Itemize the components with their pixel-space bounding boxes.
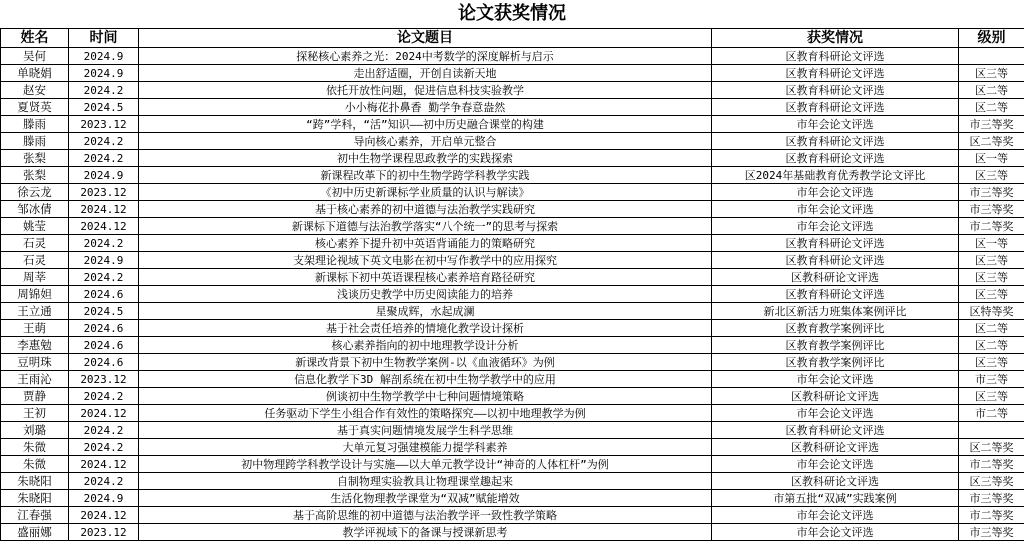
table-row bbox=[1, 235, 1024, 252]
cell-paper-title: 走出舒适圈，开创自读新天地 bbox=[139, 65, 712, 82]
table-row bbox=[1, 218, 1024, 235]
cell-name: 夏贤英 bbox=[1, 99, 69, 116]
cell-paper-title: 例谈初中生物学教学中七种问题情境策略 bbox=[139, 388, 712, 405]
cell-name: 贾静 bbox=[1, 388, 69, 405]
awards-table bbox=[0, 28, 1024, 541]
cell-award: 市年会论文评选 bbox=[712, 218, 959, 235]
table-row bbox=[1, 167, 1024, 184]
cell-name: 石灵 bbox=[1, 235, 69, 252]
cell-time: 2023.12 bbox=[69, 184, 139, 201]
table-row bbox=[1, 456, 1024, 473]
cell-time: 2024.2 bbox=[69, 235, 139, 252]
cell-level bbox=[959, 48, 1024, 65]
cell-name: 王立通 bbox=[1, 303, 69, 320]
cell-level: 区三等 bbox=[959, 167, 1024, 184]
table-row bbox=[1, 150, 1024, 167]
table-row bbox=[1, 116, 1024, 133]
cell-level: 区二等 bbox=[959, 82, 1024, 99]
cell-award: 市年会论文评选 bbox=[712, 524, 959, 541]
cell-paper-title: 基于真实问题情境发展学生科学思维 bbox=[139, 422, 712, 439]
cell-name: 朱微 bbox=[1, 439, 69, 456]
cell-award: 区教育科研论文评选 bbox=[712, 82, 959, 99]
cell-award: 区教育教学案例评比 bbox=[712, 337, 959, 354]
cell-level: 市三等奖 bbox=[959, 490, 1024, 507]
cell-paper-title: 基于社会责任培养的情境化教学设计探析 bbox=[139, 320, 712, 337]
cell-name: 张梨 bbox=[1, 167, 69, 184]
table-row bbox=[1, 371, 1024, 388]
table-row bbox=[1, 388, 1024, 405]
cell-award: 区教育教学案例评比 bbox=[712, 320, 959, 337]
cell-name: 豆明珠 bbox=[1, 354, 69, 371]
table-row bbox=[1, 65, 1024, 82]
table-row bbox=[1, 490, 1024, 507]
cell-time: 2024.6 bbox=[69, 286, 139, 303]
cell-paper-title: “跨”学科，“活”知识——初中历史融合课堂的构建 bbox=[139, 116, 712, 133]
cell-time: 2024.12 bbox=[69, 405, 139, 422]
cell-paper-title: 自制物理实验教具让物理课堂趣起来 bbox=[139, 473, 712, 490]
cell-award: 区教育科研论文评选 bbox=[712, 99, 959, 116]
cell-name: 朱微 bbox=[1, 456, 69, 473]
cell-name: 石灵 bbox=[1, 252, 69, 269]
table-row bbox=[1, 269, 1024, 286]
cell-name: 滕雨 bbox=[1, 133, 69, 150]
cell-paper-title: 探秘核心素养之光：2024中考数学的深度解析与启示 bbox=[139, 48, 712, 65]
cell-paper-title: 初中生物学课程思政教学的实践探索 bbox=[139, 150, 712, 167]
cell-name: 朱晓阳 bbox=[1, 490, 69, 507]
cell-name: 王雨沁 bbox=[1, 371, 69, 388]
cell-award: 区教育科研论文评选 bbox=[712, 150, 959, 167]
cell-name: 姚莹 bbox=[1, 218, 69, 235]
cell-level: 市二等奖 bbox=[959, 218, 1024, 235]
cell-time: 2024.2 bbox=[69, 388, 139, 405]
cell-paper-title: 任务驱动下学生小组合作有效性的策略探究——以初中地理教学为例 bbox=[139, 405, 712, 422]
cell-time: 2023.12 bbox=[69, 524, 139, 541]
cell-time: 2024.9 bbox=[69, 252, 139, 269]
cell-paper-title: 新课标下初中英语课程核心素养培育路径研究 bbox=[139, 269, 712, 286]
cell-level: 区二等奖 bbox=[959, 439, 1024, 456]
cell-paper-title: 教学评视域下的备课与授课新思考 bbox=[139, 524, 712, 541]
cell-award: 区教科研论文评选 bbox=[712, 439, 959, 456]
cell-name: 刘璐 bbox=[1, 422, 69, 439]
table-row bbox=[1, 507, 1024, 524]
cell-time: 2024.12 bbox=[69, 201, 139, 218]
cell-name: 王初 bbox=[1, 405, 69, 422]
cell-paper-title: 基于核心素养的初中道德与法治教学实践研究 bbox=[139, 201, 712, 218]
table-row bbox=[1, 201, 1024, 218]
cell-award: 区教育科研论文评选 bbox=[712, 133, 959, 150]
cell-time: 2024.2 bbox=[69, 150, 139, 167]
cell-time: 2024.12 bbox=[69, 507, 139, 524]
cell-paper-title: 浅谈历史教学中历史阅读能力的培养 bbox=[139, 286, 712, 303]
table-row bbox=[1, 337, 1024, 354]
cell-paper-title: 新课标下道德与法治教学落实“八个统一”的思考与探索 bbox=[139, 218, 712, 235]
cell-level: 市三等 bbox=[959, 371, 1024, 388]
cell-level: 区三等 bbox=[959, 388, 1024, 405]
table-row bbox=[1, 354, 1024, 371]
cell-name: 王萌 bbox=[1, 320, 69, 337]
cell-award: 市年会论文评选 bbox=[712, 456, 959, 473]
cell-paper-title: 基于高阶思维的初中道德与法治教学评一致性教学策略 bbox=[139, 507, 712, 524]
cell-level: 区二等 bbox=[959, 337, 1024, 354]
cell-name: 朱晓阳 bbox=[1, 473, 69, 490]
cell-level: 市三等奖 bbox=[959, 201, 1024, 218]
cell-award: 新北区新活力班集体案例评比 bbox=[712, 303, 959, 320]
cell-paper-title: 核心素养下提升初中英语背诵能力的策略研究 bbox=[139, 235, 712, 252]
cell-name: 单晓娟 bbox=[1, 65, 69, 82]
cell-time: 2024.9 bbox=[69, 167, 139, 184]
cell-name: 盛丽娜 bbox=[1, 524, 69, 541]
cell-level: 市二等奖 bbox=[959, 456, 1024, 473]
cell-time: 2024.6 bbox=[69, 354, 139, 371]
cell-name: 徐云龙 bbox=[1, 184, 69, 201]
cell-paper-title: 大单元复习强建模能力提学科素养 bbox=[139, 439, 712, 456]
cell-level: 区特等奖 bbox=[959, 303, 1024, 320]
cell-time: 2024.6 bbox=[69, 320, 139, 337]
table-row bbox=[1, 524, 1024, 541]
cell-award: 区教科研论文评选 bbox=[712, 269, 959, 286]
cell-paper-title: 生活化物理教学课堂为“双减”赋能增效 bbox=[139, 490, 712, 507]
cell-level: 区三等 bbox=[959, 286, 1024, 303]
cell-time: 2024.9 bbox=[69, 490, 139, 507]
cell-time: 2024.2 bbox=[69, 473, 139, 490]
cell-award: 区教育科研论文评选 bbox=[712, 422, 959, 439]
cell-award: 市年会论文评选 bbox=[712, 116, 959, 133]
cell-name: 张梨 bbox=[1, 150, 69, 167]
cell-level: 市三等奖 bbox=[959, 524, 1024, 541]
cell-time: 2024.9 bbox=[69, 48, 139, 65]
cell-time: 2024.2 bbox=[69, 82, 139, 99]
table-row bbox=[1, 252, 1024, 269]
cell-award: 区教育科研论文评选 bbox=[712, 235, 959, 252]
table-row bbox=[1, 303, 1024, 320]
cell-award: 区教育科研论文评选 bbox=[712, 286, 959, 303]
cell-time: 2023.12 bbox=[69, 371, 139, 388]
table-row bbox=[1, 82, 1024, 99]
table-row bbox=[1, 405, 1024, 422]
cell-time: 2024.2 bbox=[69, 439, 139, 456]
cell-time: 2024.5 bbox=[69, 99, 139, 116]
cell-paper-title: 新课改背景下初中生物教学案例-以《血液循环》为例 bbox=[139, 354, 712, 371]
header-paper: 论文题目 bbox=[139, 29, 712, 48]
table-row bbox=[1, 99, 1024, 116]
cell-level: 市三等奖 bbox=[959, 116, 1024, 133]
cell-time: 2024.2 bbox=[69, 269, 139, 286]
cell-level: 区二等奖 bbox=[959, 133, 1024, 150]
cell-award: 区教育科研论文评选 bbox=[712, 252, 959, 269]
header-time: 时间 bbox=[69, 29, 139, 48]
cell-time: 2024.12 bbox=[69, 456, 139, 473]
table-row bbox=[1, 473, 1024, 490]
cell-time: 2024.5 bbox=[69, 303, 139, 320]
cell-level: 区一等 bbox=[959, 235, 1024, 252]
cell-level: 市二等奖 bbox=[959, 507, 1024, 524]
table-body bbox=[1, 48, 1024, 541]
cell-award: 区教育科研论文评选 bbox=[712, 65, 959, 82]
cell-level: 市二等 bbox=[959, 405, 1024, 422]
cell-paper-title: 导向核心素养，开启单元整合 bbox=[139, 133, 712, 150]
cell-paper-title: 小小梅花扑鼻香 勤学争春意盎然 bbox=[139, 99, 712, 116]
cell-name: 周莘 bbox=[1, 269, 69, 286]
table-row bbox=[1, 286, 1024, 303]
cell-time: 2024.2 bbox=[69, 133, 139, 150]
cell-paper-title: 信息化教学下3D 解剖系统在初中生物学教学中的应用 bbox=[139, 371, 712, 388]
cell-level: 区三等 bbox=[959, 269, 1024, 286]
cell-award: 市年会论文评选 bbox=[712, 201, 959, 218]
table-row bbox=[1, 320, 1024, 337]
cell-paper-title: 支架理论视域下英文电影在初中写作教学中的应用探究 bbox=[139, 252, 712, 269]
cell-name: 江春强 bbox=[1, 507, 69, 524]
cell-award: 市年会论文评选 bbox=[712, 507, 959, 524]
cell-time: 2024.12 bbox=[69, 218, 139, 235]
cell-paper-title: 新课程改革下的初中生物学跨学科教学实践 bbox=[139, 167, 712, 184]
cell-name: 邹冰倩 bbox=[1, 201, 69, 218]
cell-level bbox=[959, 422, 1024, 439]
cell-award: 区教育科研论文评选 bbox=[712, 48, 959, 65]
cell-name: 周锦妲 bbox=[1, 286, 69, 303]
table-row bbox=[1, 422, 1024, 439]
table-row bbox=[1, 184, 1024, 201]
cell-time: 2024.6 bbox=[69, 337, 139, 354]
cell-award: 区教育教学案例评比 bbox=[712, 354, 959, 371]
cell-level: 区三等 bbox=[959, 354, 1024, 371]
cell-award: 市年会论文评选 bbox=[712, 371, 959, 388]
cell-name: 李惠勉 bbox=[1, 337, 69, 354]
cell-level: 市三等奖 bbox=[959, 184, 1024, 201]
table-row bbox=[1, 439, 1024, 456]
cell-time: 2024.9 bbox=[69, 65, 139, 82]
cell-award: 市年会论文评选 bbox=[712, 405, 959, 422]
cell-level: 区三等 bbox=[959, 65, 1024, 82]
cell-time: 2023.12 bbox=[69, 116, 139, 133]
cell-paper-title: 核心素养指向的初中地理教学设计分析 bbox=[139, 337, 712, 354]
cell-level: 区三等 bbox=[959, 252, 1024, 269]
cell-paper-title: 初中物理跨学科教学设计与实施——以大单元教学设计“神奇的人体杠杆”为例 bbox=[139, 456, 712, 473]
cell-name: 赵安 bbox=[1, 82, 69, 99]
cell-award: 区教科研论文评选 bbox=[712, 473, 959, 490]
header-level: 级别 bbox=[959, 29, 1024, 48]
table-row bbox=[1, 48, 1024, 65]
cell-level: 区二等 bbox=[959, 99, 1024, 116]
header-award: 获奖情况 bbox=[712, 29, 959, 48]
cell-name: 滕雨 bbox=[1, 116, 69, 133]
page-title: 论文获奖情况 bbox=[0, 0, 1024, 29]
cell-level: 区二等 bbox=[959, 320, 1024, 337]
cell-paper-title: 《初中历史新课标学业质量的认识与解读》 bbox=[139, 184, 712, 201]
cell-level: 区三等奖 bbox=[959, 473, 1024, 490]
cell-time: 2024.2 bbox=[69, 422, 139, 439]
table-row bbox=[1, 133, 1024, 150]
cell-award: 区2024年基础教育优秀教学论文评比 bbox=[712, 167, 959, 184]
header-name: 姓名 bbox=[1, 29, 69, 48]
cell-name: 吴何 bbox=[1, 48, 69, 65]
cell-paper-title: 星聚成辉，水起成澜 bbox=[139, 303, 712, 320]
header-row bbox=[1, 29, 1024, 48]
cell-level: 区一等 bbox=[959, 150, 1024, 167]
cell-award: 市第五批“双减”实践案例 bbox=[712, 490, 959, 507]
cell-award: 市年会论文评选 bbox=[712, 184, 959, 201]
cell-award: 区教科研论文评选 bbox=[712, 388, 959, 405]
cell-paper-title: 依托开放性问题，促进信息科技实验教学 bbox=[139, 82, 712, 99]
